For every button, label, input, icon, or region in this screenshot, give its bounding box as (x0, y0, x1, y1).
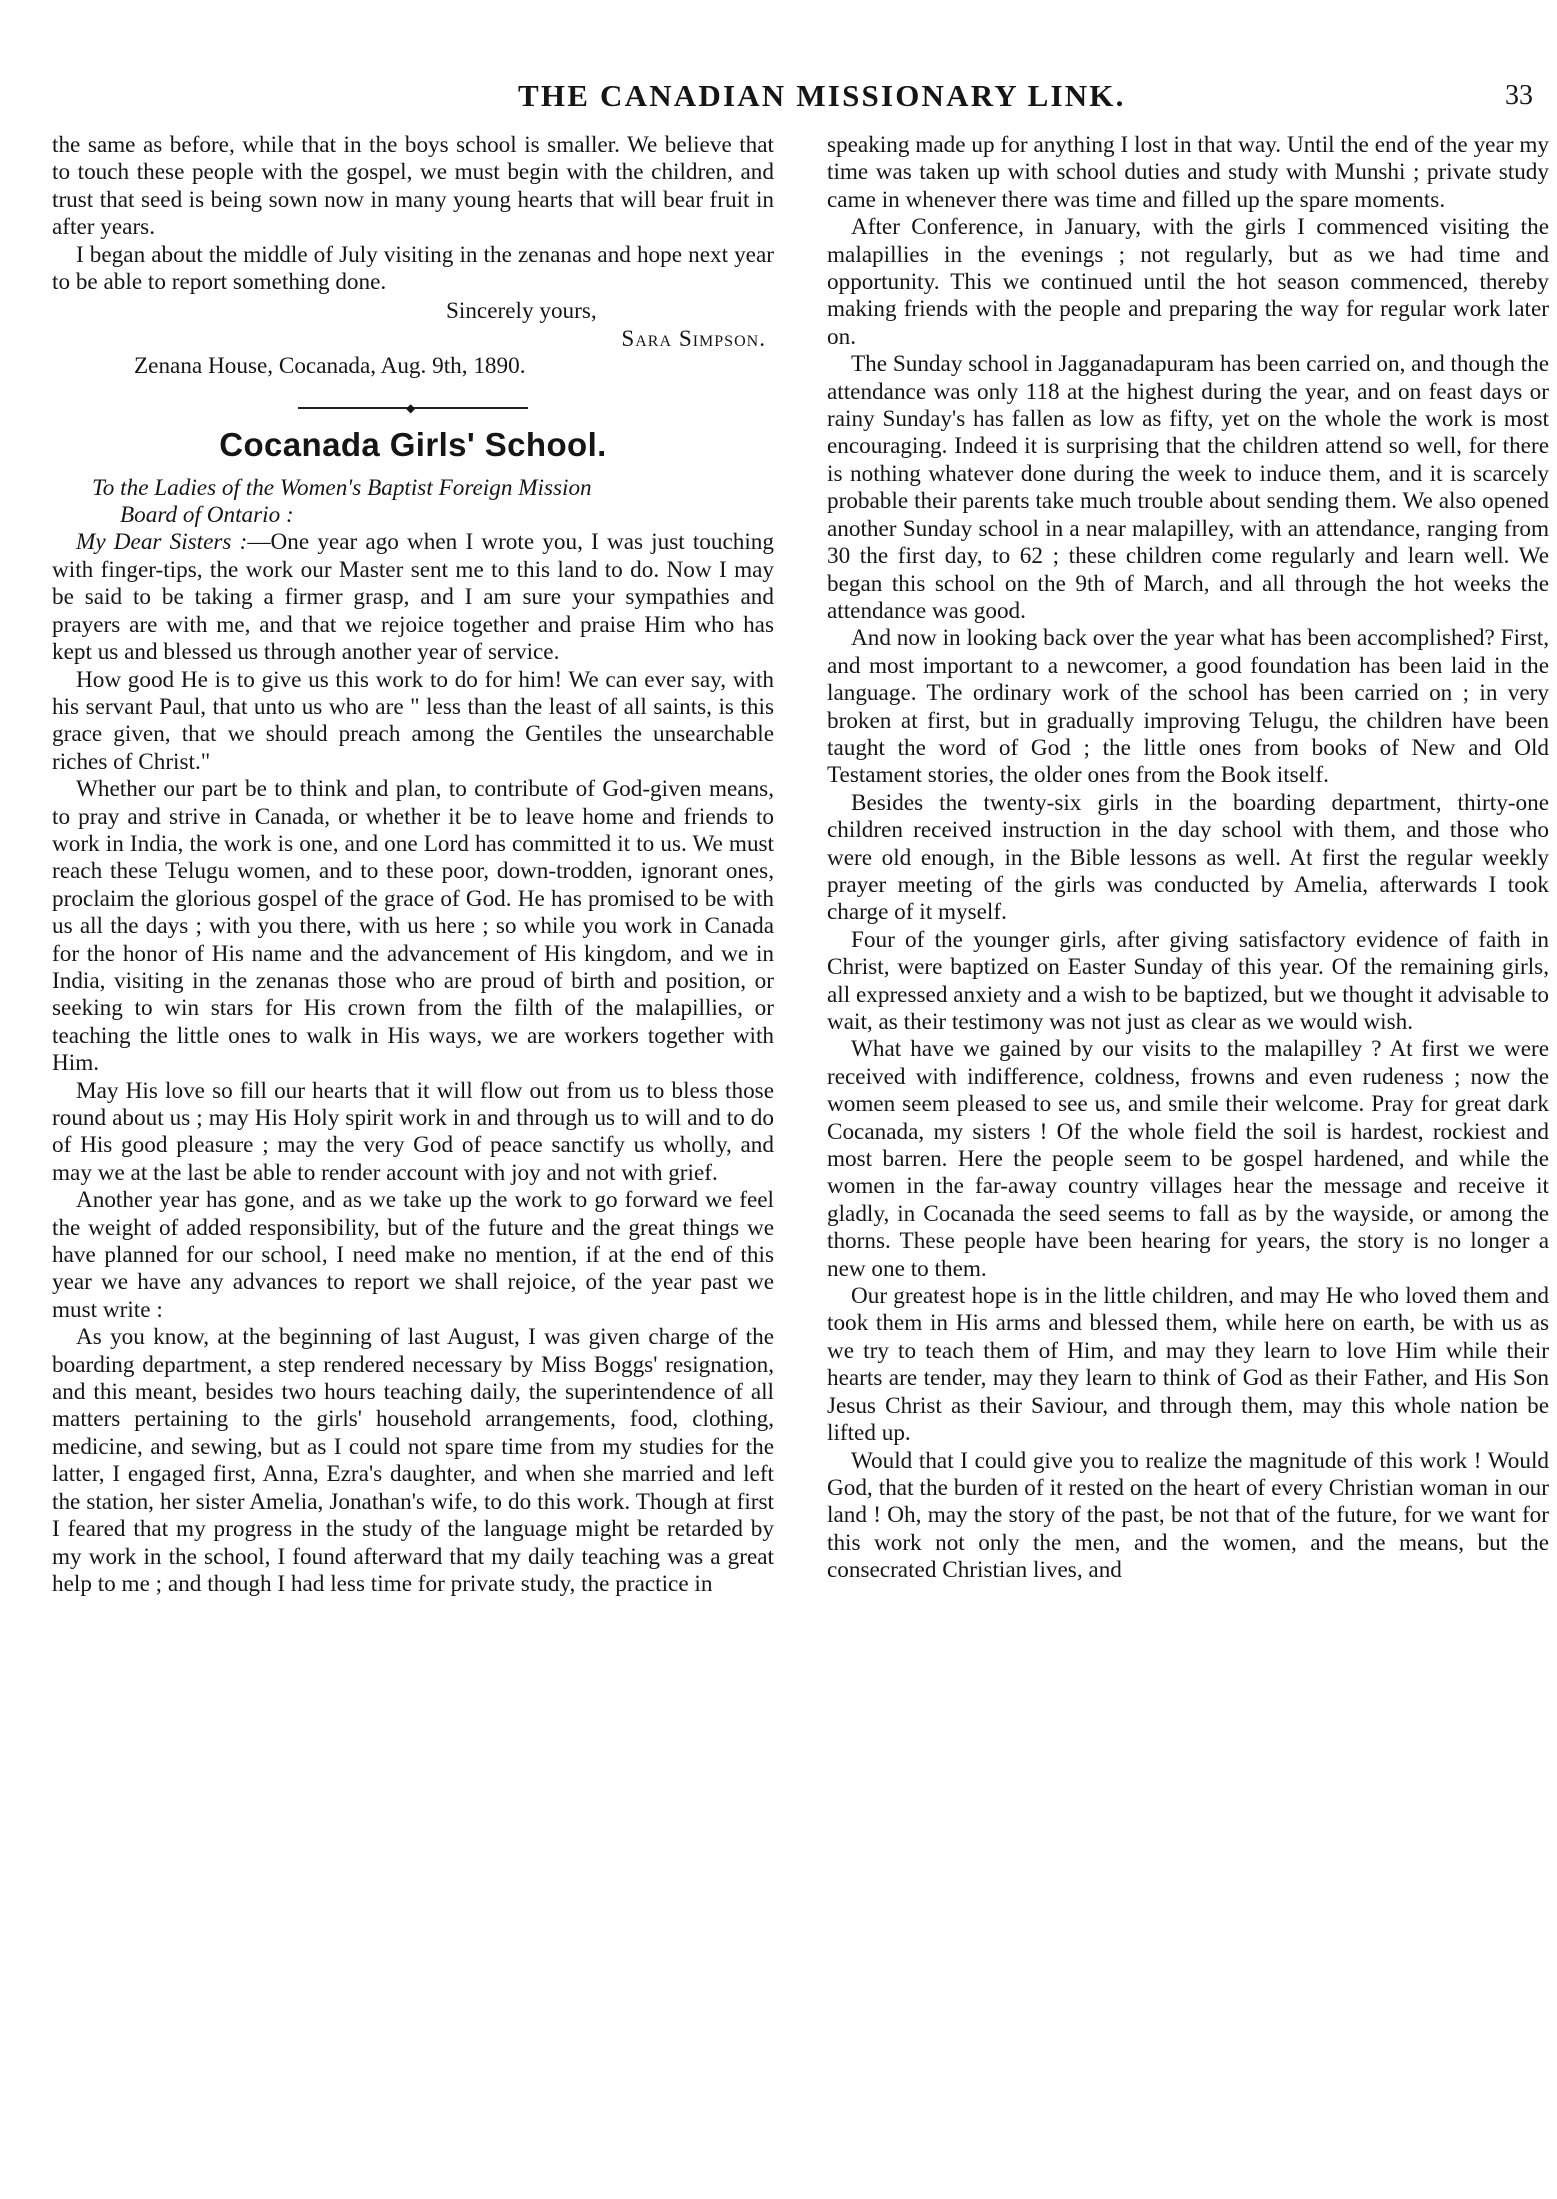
page-number: 33 (1505, 80, 1533, 111)
paragraph: Besides the twenty-six girls in the boarding department, thirty-one children received instruction in the day school with them, and those who were old enough, in the Bible lessons as well. At first the regular weekly prayer meeting of the girls was conducted by Amelia, afterwards I took charge of it myself. (827, 789, 1549, 926)
paragraph: Another year has gone, and as we take up the work to go forward we feel the weight of added responsibility, but of the future and the great things we have planned for our school, I need make no mention, if at the end of this year we have any advances to report we shall rejoice, of the year past we must write : (52, 1187, 774, 1323)
signature: Sara Simpson. (621, 325, 766, 352)
letter-address (52, 475, 774, 530)
paragraph: Our greatest hope is in the little children, and may He who loved them and took them in His arms and blessed them, while here on earth, be with us as we try to teach them of Him, and may they learn to love Him while their hearts are tender, may they learn to think of God as their Father, and His Son Jesus Christ as their Saviour, and through them, may this whole nation be lifted up. (827, 1283, 1549, 1447)
paragraph: speaking made up for anything I lost in that way. Until the end of the year my time was taken up with school duties and study with Munshi ; private study came in whenever there was time and filled up the spare moments. (827, 132, 1549, 213)
section-heading: Cocanada Girls' School. (219, 425, 607, 463)
address-line: Board of Ontario : (120, 502, 294, 529)
paragraph (52, 529, 774, 666)
paragraph: Would that I could give you to realize the magnitude of this work ! Would God, that the burden of it rested on the heart of every Christian woman in our land ! Oh, may the story of the past, be not that of the future, for we want for this work not only the men, and the women, and the means, but the consecrated Christian lives, and (827, 1447, 1549, 1584)
paragraph: Four of the younger girls, after giving satisfactory evidence of faith in Christ, were baptized on Easter Sunday of this year. Of the remaining girls, all expressed anxiety and a wish to be baptized, but we thought it advisable to wait, as their testimony was not just as clear as we would wish. (827, 926, 1549, 1035)
paragraph: After Conference, in January, with the girls I commenced visiting the malapillies in the evenings ; not regularly, but as we had time and opportunity. This we continued until the hot season commenced, thereby making friends with the people and preparing the way for regular work later on. (827, 214, 1549, 350)
place-date: Zenana House, Cocanada, Aug. 9th, 1890. (134, 353, 526, 380)
paragraph: I began about the middle of July visiting in the zenanas and hope next year to be able to report something done. (52, 241, 774, 296)
paragraph: May His love so fill our hearts that it will flow out from us to bless those round about us ; may His Holy spirit work in and through us to will and to do of His good pleasure ; may the very God of peace sanctify us wholly, and may we at the last be able to render account with joy and not with grief. (52, 1077, 774, 1186)
paragraph: And now in looking back over the year what has been accomplished? First, and most important to a newcomer, a good foundation has been laid in the language. The ordinary work of the school has been carried on ; in very broken at first, but in gradually improving Telugu, the children have been taught the word of God ; the little ones from books of New and Old Testament stories, the older ones from the Book itself. (827, 625, 1549, 789)
left-column (52, 132, 774, 1598)
page-title: THE CANADIAN MISSIONARY LINK. (518, 78, 1126, 113)
right-column (827, 132, 1549, 1585)
paragraph: the same as before, while that in the boys school is smaller. We believe that to touch these people with the gospel, we must begin with the children, and trust that seed is being sown now in many young hearts that will bear fruit in after years. (52, 132, 774, 241)
running-head (0, 78, 1557, 118)
paragraph: As you know, at the beginning of last August, I was given charge of the boarding department, a step rendered necessary by Miss Boggs' resignation, and this meant, besides two hours teaching daily, the superintendence of all matters pertaining to the girls' household arrangements, food, clothing, medicine, and sewing, but as I could not spare time from my studies for the latter, I engaged first, Anna, Ezra's daughter, and when she married and left the station, her sister Amelia, Jonathan's wife, to do this work. Though at first I feared that my progress in the study of the language might be retarded by my work in the school, I found afterward that my daily teaching was a great help to me ; and though I had less time for private study, the practice in (52, 1324, 774, 1597)
address-line: To the Ladies of the Women's Baptist Foreign Mission (92, 474, 592, 501)
paragraph: How good He is to give us this work to do for him! We can ever say, with his servant Paul, that unto us who are " less than the least of all saints, is this grace given, that we should preach among the Gentiles the unsearchable riches of Christ." (52, 666, 774, 775)
section-divider: ◆ (298, 407, 528, 409)
letter-closing (52, 298, 774, 380)
paragraph: The Sunday school in Jagganadapuram has been carried on, and though the attendance was only 118 at the highest during the year, and on feast days or rainy Sunday's has fallen as low as fifty, yet on the whole the work is most encouraging. Indeed it is surprising that the children attend so well, for there is nothing whatever done during the week to induce them, and it is scarcely probable their parents take much trouble about sending them. We also opened another Sunday school in a near malapilley, with an attendance, ranging from 30 the first day, to 62 ; these children come regularly and learn well. We began this school on the 9th of March, and all through the hot weeks the attendance was good. (827, 351, 1549, 624)
paragraph: What have we gained by our visits to the malapilley ? At first we were received with indifference, coldness, frowns and even rudeness ; now the women seem pleased to see us, and smile their welcome. Pray for great dark Cocanada, my sisters ! Of the whole field the soil is hardest, rockiest and most barren. Here the people seem to be gospel hardened, and while the women in the far-away country villages hear the message and receive it gladly, in Cocanada the seed seems to fall as by the wayside, or among the thorns. These people have been hearing for years, the story is no longer a new one to them. (827, 1036, 1549, 1282)
paragraph: Whether our part be to think and plan, to contribute of God-given means, to pray and strive in Canada, or whether it be to leave home and friends to work in India, the work is one, and one Lord has committed it to us. We must reach these Telugu women, and to these poor, down-trodden, ignorant ones, proclaim the glorious gospel of the grace of God. He has promised to be with us all the days ; with you there, with us here ; so while you work in Canada for the honor of His name and the advancement of His kingdom, and we in India, visiting in the zenanas those who are proud of birth and position, or seeking to win stars for His crown from the filth of the malapillies, or teaching the little ones to walk in His ways, we are workers together with Him. (52, 776, 774, 1077)
paragraph-text: —One year ago when I wrote you, I was just touching with finger-tips, the work our Master sent me to this land to do. Now I may be said to be taking a firmer grasp, and I am sure your sympathies and prayers are with me, and that we rejoice together and praise Him who has kept us and blessed us through another year of service. (52, 529, 774, 666)
salutation: My Dear Sisters : (76, 529, 248, 556)
closing-salutation: Sincerely yours, (446, 298, 597, 325)
